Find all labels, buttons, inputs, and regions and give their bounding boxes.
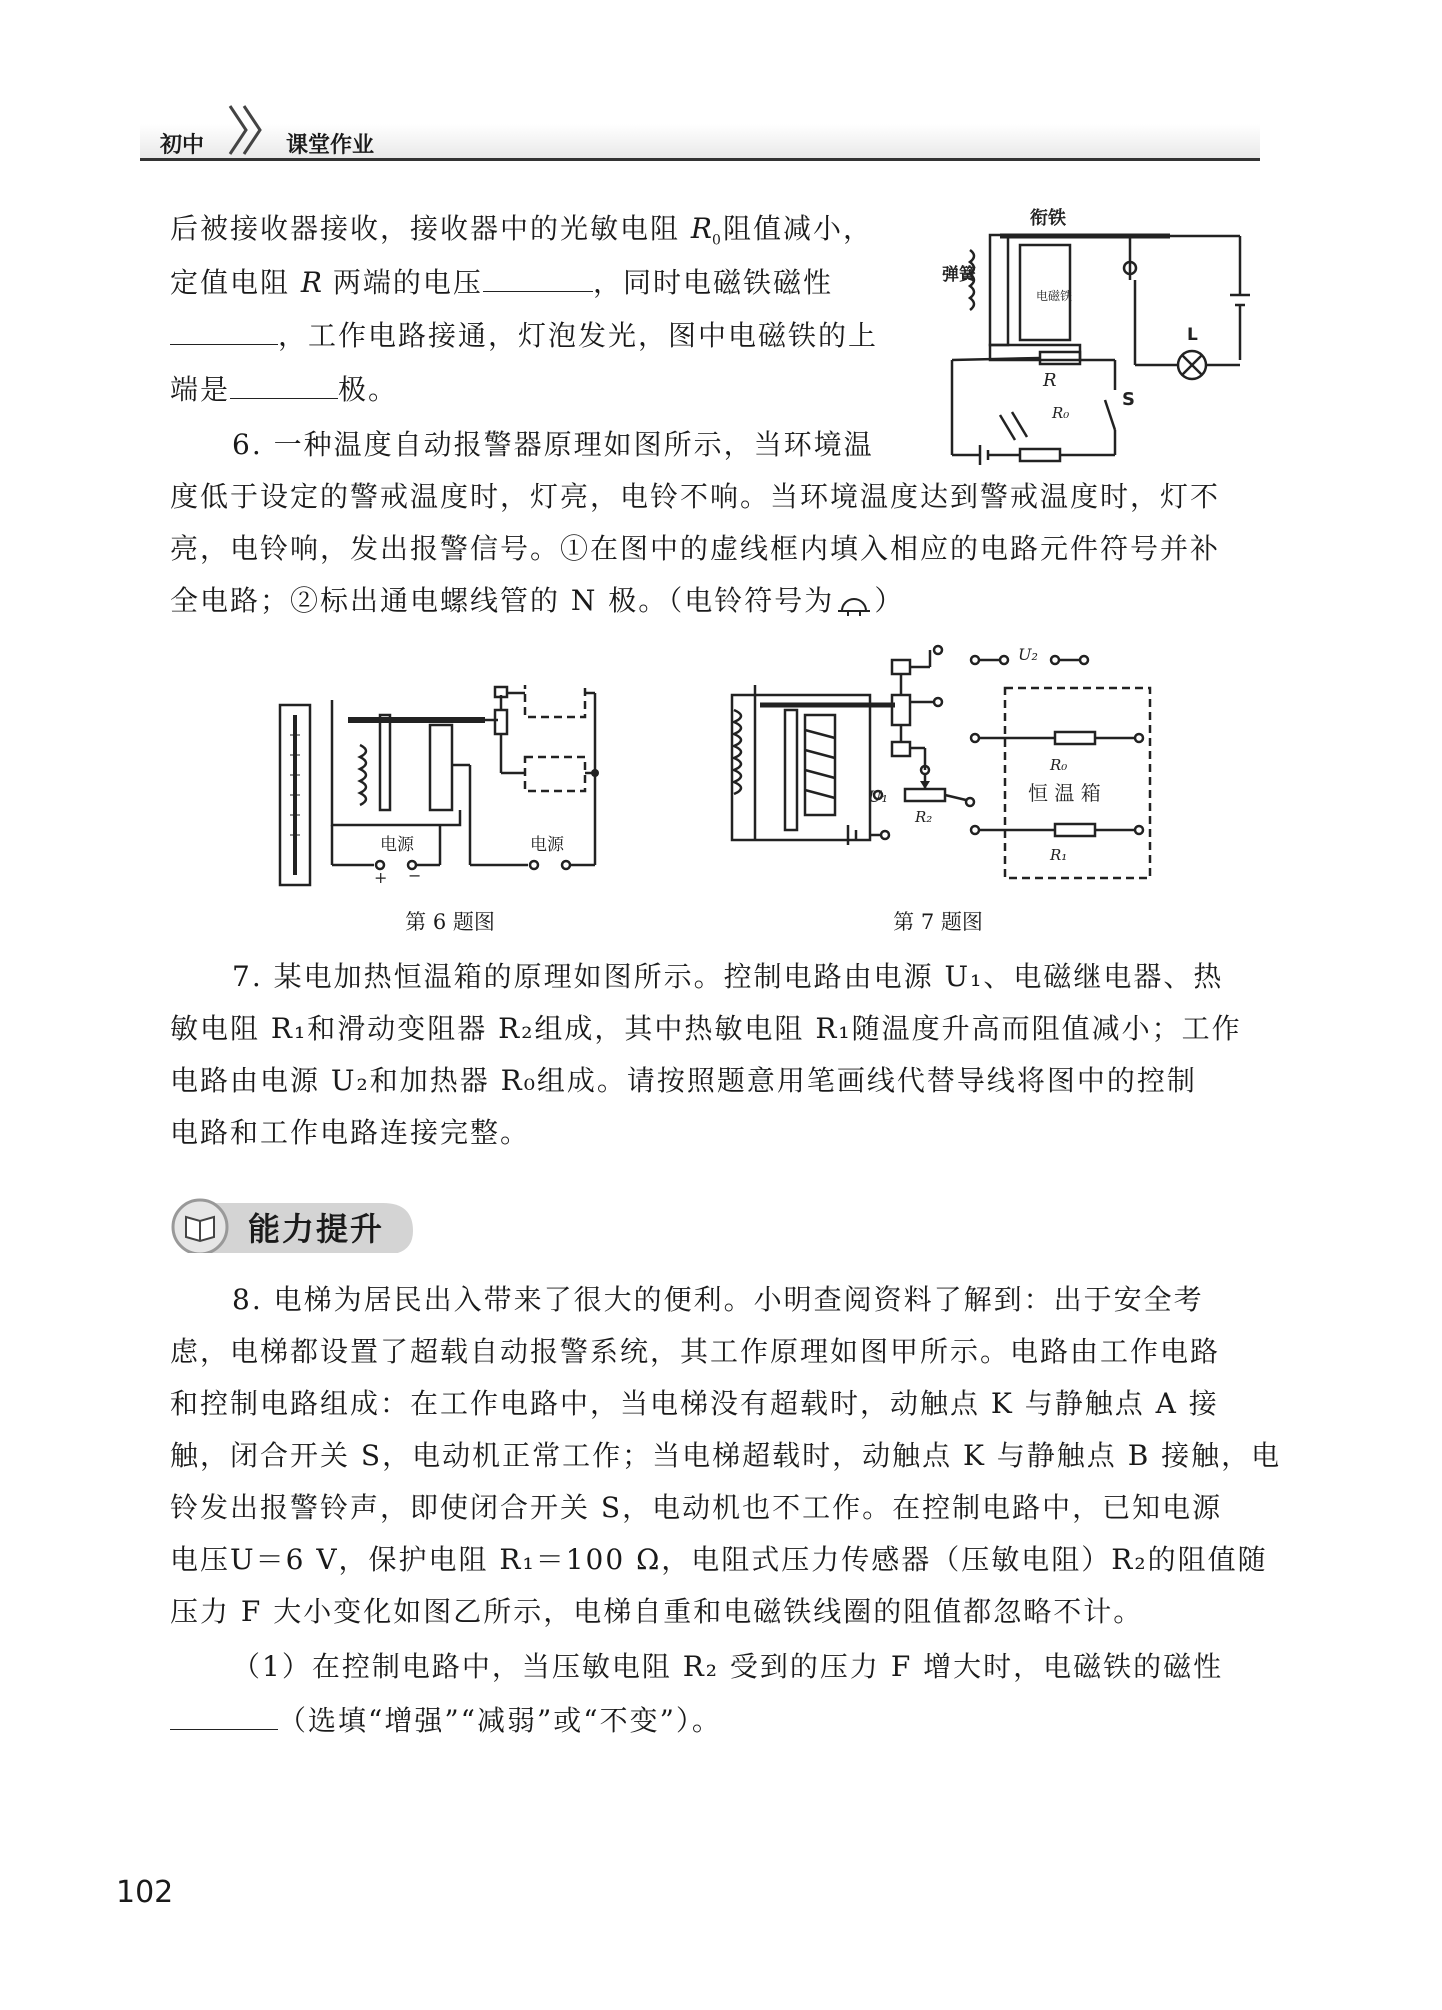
q6-line-1: 6. 一种温度自动报警器原理如图所示，当环境温 — [232, 428, 874, 461]
q7-line-4: 电路和工作电路连接完整。 — [170, 1116, 531, 1149]
q5-line-3: ，工作电路接通，灯泡发光，图中电磁铁的上 — [170, 318, 878, 353]
header-chevron-icon — [222, 100, 272, 158]
section-title: 能力提升 — [248, 1210, 385, 1248]
fig5-photoresistor-label: R₀ — [1052, 404, 1070, 422]
header-series: 课堂作业 — [286, 133, 375, 158]
q8-line-4: 触，闭合开关 S，电动机正常工作；当电梯超载时，动触点 K 与静触点 B 接触，电 — [170, 1439, 1282, 1472]
fig6-caption: 第 6 题图 — [405, 910, 495, 934]
page-number: 102 — [116, 1875, 174, 1910]
bell-symbol-icon — [834, 589, 874, 617]
q8-line-7: 压力 F 大小变化如图乙所示，电梯自重和电磁铁线圈的阻值都忽略不计。 — [170, 1595, 1144, 1628]
fig7-box-label: 恒 温 箱 — [1028, 781, 1101, 805]
q8-sub1-line-1: （1）在控制电路中，当压敏电阻 R₂ 受到的压力 F 增大时，电磁铁的磁性 — [232, 1650, 1224, 1683]
q7-line-2: 敏电阻 R₁和滑动变阻器 R₂组成，其中热敏电阻 R₁随温度升高而阻值减小；工作 — [170, 1012, 1242, 1045]
figure-q6-alarm-circuit — [270, 685, 610, 890]
q5-line-2: 定值电阻 R 两端的电压 ，同时电磁铁磁性 — [170, 266, 833, 299]
q6-line-3: 亮，电铃响，发出报警信号。①在图中的虚线框内填入相应的电路元件符号并补 — [170, 532, 1221, 565]
figure-q5-relay-circuit — [940, 200, 1270, 470]
fig7-r2-label: R₂ — [915, 808, 933, 826]
q5-line-1: 后被接收器接收，接收器中的光敏电阻 $R_0$阻值减小， — [170, 212, 873, 249]
fig5-armature-label: 衔铁 — [1030, 208, 1066, 229]
q8-sub1-line-2: （选填“增强”“减弱”或“不变”）。 — [170, 1703, 722, 1738]
fig7-u2-label: U₂ — [1018, 645, 1038, 664]
q8-line-2: 虑，电梯都设置了超载自动报警系统，其工作原理如图甲所示。电路由工作电路 — [170, 1335, 1221, 1368]
q5-line-4: 端是 极。 — [170, 373, 399, 406]
fig6-plus-label: + — [374, 868, 388, 887]
fig7-r1-label: R₁ — [1050, 846, 1068, 864]
q6-line-2: 度低于设定的警戒温度时，灯亮，电铃不响。当环境温度达到警戒温度时，灯不 — [170, 480, 1221, 513]
q8-line-6: 电压U＝6 V，保护电阻 R₁＝100 Ω，电阻式压力传感器（压敏电阻）R₂的阻值随 — [170, 1543, 1268, 1576]
fig5-resistor-label: R — [1043, 370, 1057, 391]
q7-line-1: 7. 某电加热恒温箱的原理如图所示。控制电路由电源 U₁、电磁继电器、热 — [232, 960, 1224, 993]
fig6-minus-label: − — [408, 866, 422, 885]
fig6-power2-label: 电源 — [530, 835, 564, 855]
q8-line-3: 和控制电路组成：在工作电路中，当电梯没有超载时，动触点 K 与静触点 A 接 — [170, 1387, 1219, 1420]
fig7-caption: 第 7 题图 — [893, 910, 983, 934]
header-level: 初中 — [160, 133, 205, 158]
q8-line-1: 8. 电梯为居民出入带来了很大的便利。小明查阅资料了解到：出于安全考 — [232, 1283, 1204, 1316]
fig7-r0-label: R₀ — [1050, 756, 1068, 774]
q8-line-5: 铃发出报警铃声，即使闭合开关 S，电动机也不工作。在控制电路中，已知电源 — [170, 1491, 1223, 1524]
figure-q7-thermostat-circuit — [720, 640, 1160, 880]
fig5-spring-label: 弹簧 — [942, 265, 976, 285]
fig5-lamp-label: L — [1187, 325, 1198, 345]
fig5-electromagnet-label: 电磁铁 — [1036, 289, 1073, 303]
fig7-u1-label: U₁ — [868, 787, 888, 806]
q6-line-4: 全电路；②标出通电螺线管的 N 极。（电铃符号为 ） — [170, 584, 905, 617]
open-book-icon — [186, 1217, 214, 1241]
fig6-power1-label: 电源 — [380, 835, 414, 855]
fig5-switch-label: S — [1122, 389, 1135, 410]
q7-line-3: 电路由电源 U₂和加热器 R₀组成。请按照题意用笔画线代替导线将图中的控制 — [170, 1064, 1197, 1097]
